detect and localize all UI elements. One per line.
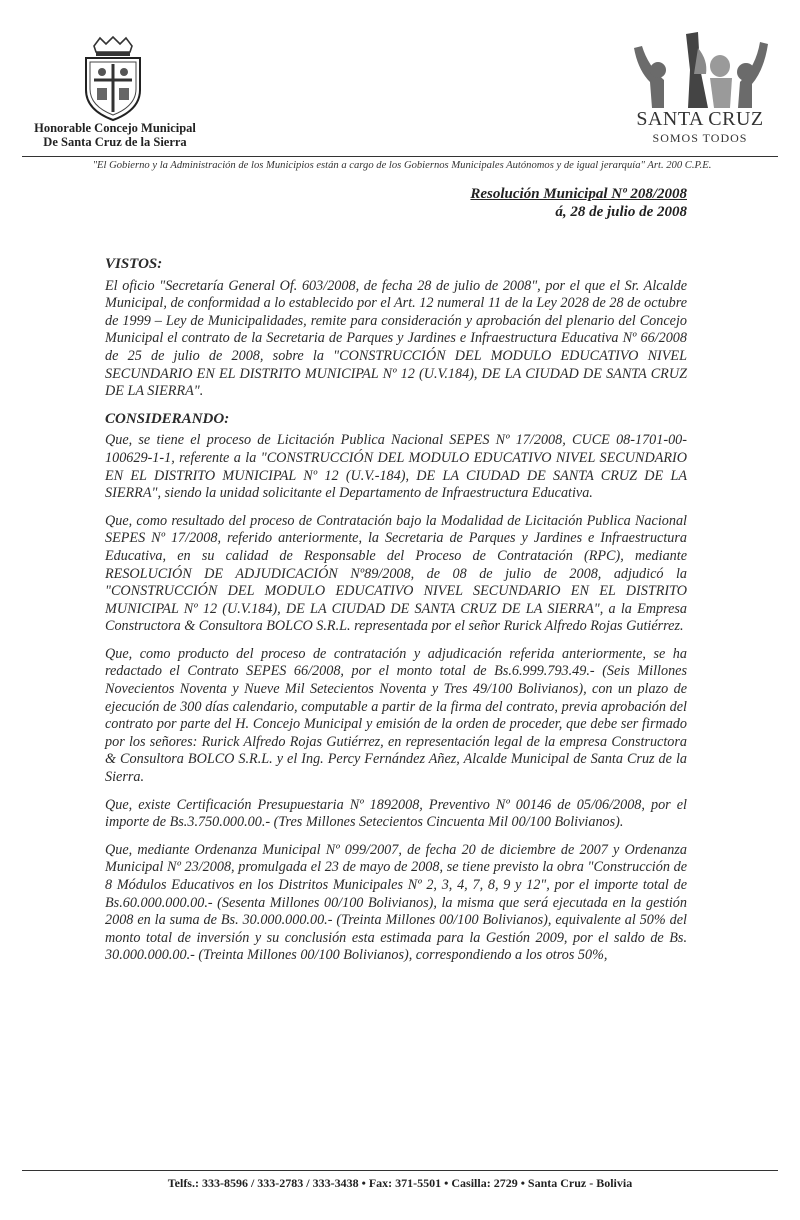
considerando-paragraph-1: Que, se tiene el proceso de Licitación Publica Nacional SEPES Nº 17/2008, CUCE 08-1701-00-100629-1-1, referente a la "CONSTRUCCIÓN DEL MODULO EDUCATIVO NIVEL SECUNDARIO EN EL DISTRITO MUNICIPAL Nº 12 (U.V.-184), DE LA CIUDAD DE SANTA CRUZ DE LA SIERRA", siendo la unidad solicitante el Departamento de Infraestructura Educativa. [105, 432, 687, 502]
vistos-heading: VISTOS: [105, 256, 163, 272]
header-divider [22, 156, 778, 157]
municipal-crest-icon [80, 36, 146, 122]
considerando-paragraph-4: Que, existe Certificación Presupuestaria Nº 1892008, Preventivo Nº 00146 de 05/06/2008, por el importe de Bs.3.750.000.00.- (Tres Millones Setecientos Cincuenta Mil 00/100 Bolivianos). [105, 796, 687, 831]
considerando-paragraph-3: Que, como producto del proceso de contratación y adjudicación referida anteriormente, se ha redactado el Contrato SEPES 66/2008, por el monto total de Bs.6.999.793.49.- (Seis Millones Novecientos Noventa y Nueve Mil Setecientos Noventa y Tres 49/100 Bolivianos), con un plazo de ejecución de 300 días calendario, computable a partir de la firma del contrato, previa aprobación del contrato por parte del H. Concejo Municipal y emisión de la orden de proceder, que debe ser firmado por los señores: Rurick Alfredo Rojas Gutiérrez, en representación legal de la empresa Constructora & Consultora BOLCO S.R.L. y el Ing. Percy Fernández Añez, Alcalde Municipal de Santa Cruz de la Sierra. [105, 645, 687, 786]
considerando-paragraph-5: Que, mediante Ordenanza Municipal Nº 099/2007, de fecha 20 de diciembre de 2007 y Ordenanza Municipal Nº 23/2008, promulgada el 23 de mayo de 2008, se tiene previsto la obra "Construcción de 8 Módulos Educativos en los Distritos Municipales Nº 2, 3, 4, 7, 8, 9 y 12", por el importe total de Bs.60.000.000.00.- (Sesenta Millones 00/100 Bolivianos), la misma que será ejecutada en la gestión 2008 en la suma de Bs. 30.000.000.00.- (Treinta Millones 00/100 Bolivianos), equivalente al 50% del monto total de inversión y su conclusión esta estimada para la Gestión 2009, por el saldo de Bs. 30.000.000.00.- (Treinta Millones 00/100 Bolivianos), correspondiendo a los otros 50%, [105, 841, 687, 964]
constitutional-motto: "El Gobierno y la Administración de los Municipios están a cargo de los Gobiernos Municipales Autónomos y de igual jerarquía" Art. 200 C.P.E. [92, 160, 712, 171]
footer-contact: Telfs.: 333-8596 / 333-2783 / 333-3438 • Fax: 371-5501 • Casilla: 2729 • Santa Cruz - Bolivia [167, 1176, 633, 1190]
council-name-line1: Honorable Concejo Municipal [34, 121, 196, 135]
logo-name: SANTA CRUZ [636, 108, 764, 130]
council-name [20, 121, 210, 149]
vistos-paragraph: El oficio "Secretaría General Of. 603/2008, de fecha 28 de julio de 2008", por el que el Sr. Alcalde Municipal, de conformidad a lo establecido por el Art. 12 numeral 11 de la Ley 2028 de 28 de octubre de 1999 – Ley de Municipalidades, remite para consideración y aprobación del plenario del Concejo Municipal el contrato de la Secretaria de Parques y Jardines e Infraestructura Educativa Nº 66/2008 de 25 de julio de 2008, sobre la "CONSTRUCCIÓN DEL MODULO EDUCATIVO NIVEL SECUNDARIO EN EL DISTRITO MUNICIPAL Nº 12 (U.V.184), DE LA CIUDAD DE SANTA CRUZ DE LA SIERRA". [105, 277, 687, 400]
footer-divider [22, 1170, 778, 1171]
logo-tagline: SOMOS TODOS [652, 131, 748, 145]
considerando-heading: CONSIDERANDO: [105, 410, 230, 427]
resolution-title: Resolución Municipal Nº 208/2008 [470, 186, 687, 202]
resolution-body [105, 256, 687, 975]
resolution-date: á, 28 de julio de 2008 [555, 204, 687, 220]
council-name-line2: De Santa Cruz de la Sierra [43, 135, 187, 149]
considerando-paragraph-2: Que, como resultado del proceso de Contratación bajo la Modalidad de Licitación Publica Nacional SEPES Nº 17/2008, referido anteriormente, la Secretaria de Parques y Jardines e Infraestructura Educativa, en su calidad de Responsable del Proceso de Contratación (RPC), mediante RESOLUCIÓN DE ADJUDICACIÓN Nº89/2008, de 08 de julio de 2008, adjudicó la "CONSTRUCCIÓN DEL MODULO EDUCATIVO NIVEL SECUNDARIO EN EL DISTRITO MUNICIPAL Nº 12 (U.V.184), DE LA CIUDAD DE SANTA CRUZ DE LA SIERRA", a la Empresa Constructora & Consultora BOLCO S.R.L. representada por el señor Rurick Alfredo Rojas Gutiérrez. [105, 512, 687, 635]
